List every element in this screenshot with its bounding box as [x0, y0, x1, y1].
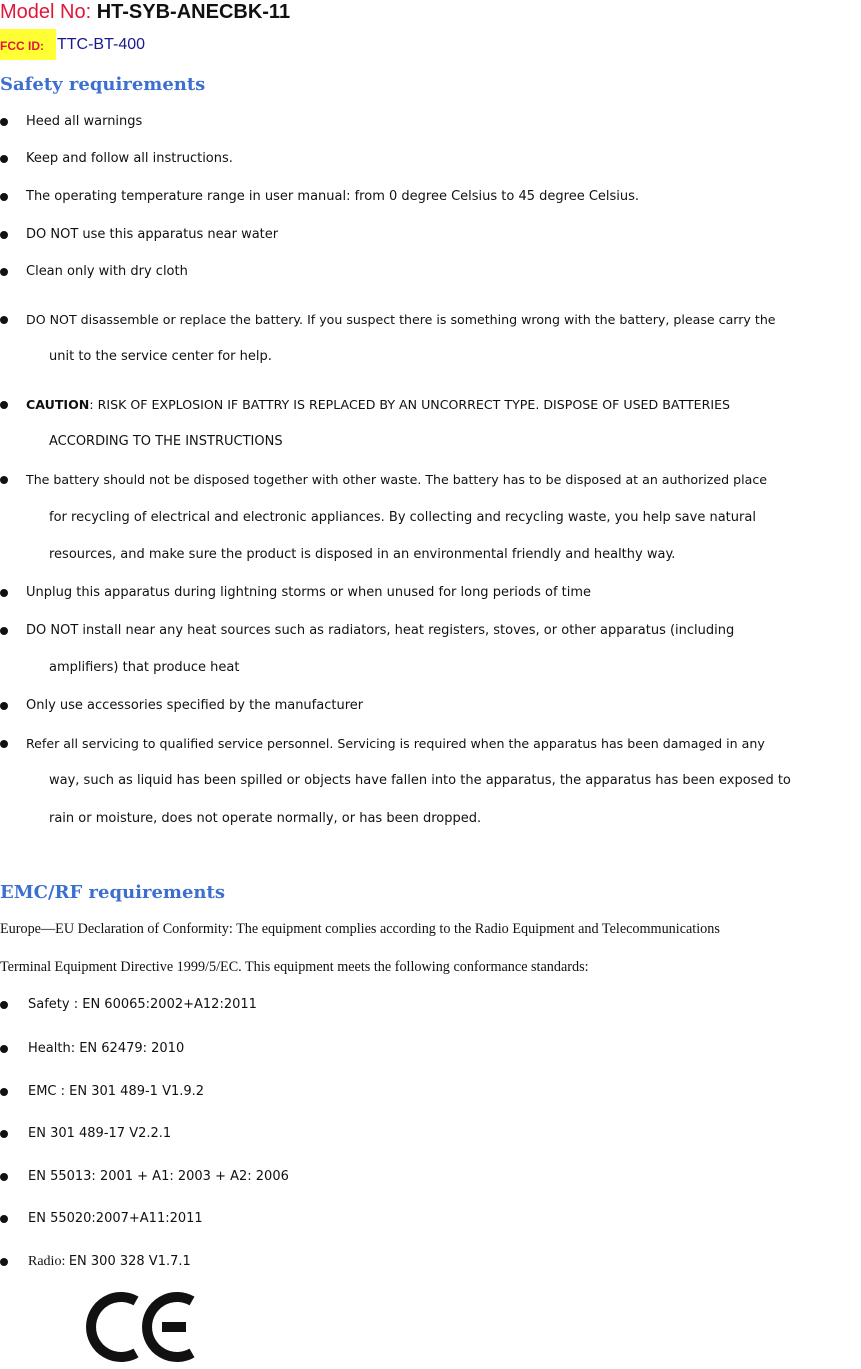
standard-item: EN 55020:2007+A11:2011 — [28, 1211, 203, 1226]
bullet-icon — [0, 589, 8, 597]
safety-item: The battery should not be disposed together with other waste. The battery has to be disposed at an authorized place — [26, 472, 768, 487]
safety-item-caution — [26, 397, 730, 413]
bullet-icon — [0, 702, 8, 710]
radio-value: EN 300 328 V1.7.1 — [68, 1254, 191, 1269]
ce-letter-c — [91, 1297, 136, 1357]
bullet-icon — [0, 1088, 8, 1096]
bullet-icon — [0, 1215, 8, 1223]
safety-item: DO NOT use this apparatus near water — [26, 227, 279, 242]
safety-item-continuation: amplifiers) that produce heat — [49, 660, 240, 675]
model-value: HT-SYB-ANECBK-11 — [96, 1, 291, 23]
emc-intro-line: Europe—EU Declaration of Conformity: The equipment complies according to the Radio Equipment and Telecommunications — [0, 921, 720, 937]
bullet-icon — [0, 316, 8, 324]
standard-item: Health: EN 62479: 2010 — [28, 1041, 185, 1056]
bullet-icon — [0, 231, 8, 239]
bullet-icon — [0, 401, 8, 409]
standard-item: EMC : EN 301 489-1 V1.9.2 — [28, 1084, 205, 1099]
bullet-icon — [0, 1045, 8, 1053]
caution-separator: : — [89, 397, 98, 412]
caution-text: RISK OF EXPLOSION IF BATTRY IS REPLACED BY AN UNCORRECT TYPE. DISPOSE OF USED BATTERIES — [97, 397, 731, 412]
safety-item: Unplug this apparatus during lightning storms or when unused for long periods of time — [26, 585, 592, 600]
bullet-icon — [0, 193, 8, 201]
bullet-icon — [0, 1258, 8, 1266]
safety-item: Clean only with dry cloth — [26, 264, 188, 279]
emc-intro-line: Terminal Equipment Directive 1999/5/EC. This equipment meets the following conformance standards: — [0, 959, 589, 975]
safety-item: DO NOT disassemble or replace the battery. If you suspect there is something wrong with the battery, please carry the — [26, 312, 776, 327]
fcc-label: FCC ID: — [0, 39, 44, 53]
safety-item: Only use accessories specified by the manufacturer — [26, 698, 364, 713]
standard-item: EN 301 489-17 V2.2.1 — [28, 1126, 172, 1141]
safety-item-continuation: way, such as liquid has been spilled or objects have fallen into the apparatus, the apparatus has been exposed to — [49, 773, 791, 788]
safety-heading: Safety requirements — [0, 74, 206, 95]
bullet-icon — [0, 627, 8, 635]
bullet-icon — [0, 1130, 8, 1138]
ce-letter-e-bar — [162, 1322, 186, 1332]
safety-item: Heed all warnings — [26, 114, 143, 129]
bullet-icon — [0, 155, 8, 163]
safety-item-continuation: resources, and make sure the product is disposed in an environmental friendly and healthy way. — [49, 547, 676, 562]
model-number-line — [0, 1, 290, 23]
safety-item: The operating temperature range in user manual: from 0 degree Celsius to 45 degree Celsius. — [26, 189, 640, 204]
radio-label: Radio: — [28, 1254, 69, 1269]
ce-mark-icon — [86, 1287, 198, 1367]
bullet-icon — [0, 1001, 8, 1009]
bullet-icon — [0, 268, 8, 276]
standard-item-radio — [28, 1254, 191, 1270]
standard-item: EN 55013: 2001 + A1: 2003 + A2: 2006 — [28, 1169, 289, 1184]
bullet-icon — [0, 1173, 8, 1181]
safety-item: DO NOT install near any heat sources such as radiators, heat registers, stoves, or other apparatus (including — [26, 623, 735, 638]
safety-item: Keep and follow all instructions. — [26, 151, 233, 166]
safety-item-continuation: rain or moisture, does not operate normally, or has been dropped. — [49, 811, 482, 826]
safety-item-continuation: unit to the service center for help. — [49, 349, 272, 364]
bullet-icon — [0, 740, 8, 748]
safety-item: Refer all servicing to qualified service personnel. Servicing is required when the apparatus has been damaged in any — [26, 736, 765, 751]
safety-item-continuation: ACCORDING TO THE INSTRUCTIONS — [49, 434, 283, 449]
standard-item: Safety : EN 60065:2002+A12:2011 — [28, 997, 257, 1012]
emc-heading: EMC/RF requirements — [0, 882, 225, 903]
bullet-icon — [0, 476, 8, 484]
fcc-value: TTC-BT-400 — [57, 36, 146, 53]
bullet-icon — [0, 118, 8, 126]
safety-item-continuation: for recycling of electrical and electronic appliances. By collecting and recycling waste, you help save natural — [49, 510, 756, 525]
caution-label: CAUTION — [26, 397, 90, 412]
model-label: Model No: — [0, 1, 92, 23]
